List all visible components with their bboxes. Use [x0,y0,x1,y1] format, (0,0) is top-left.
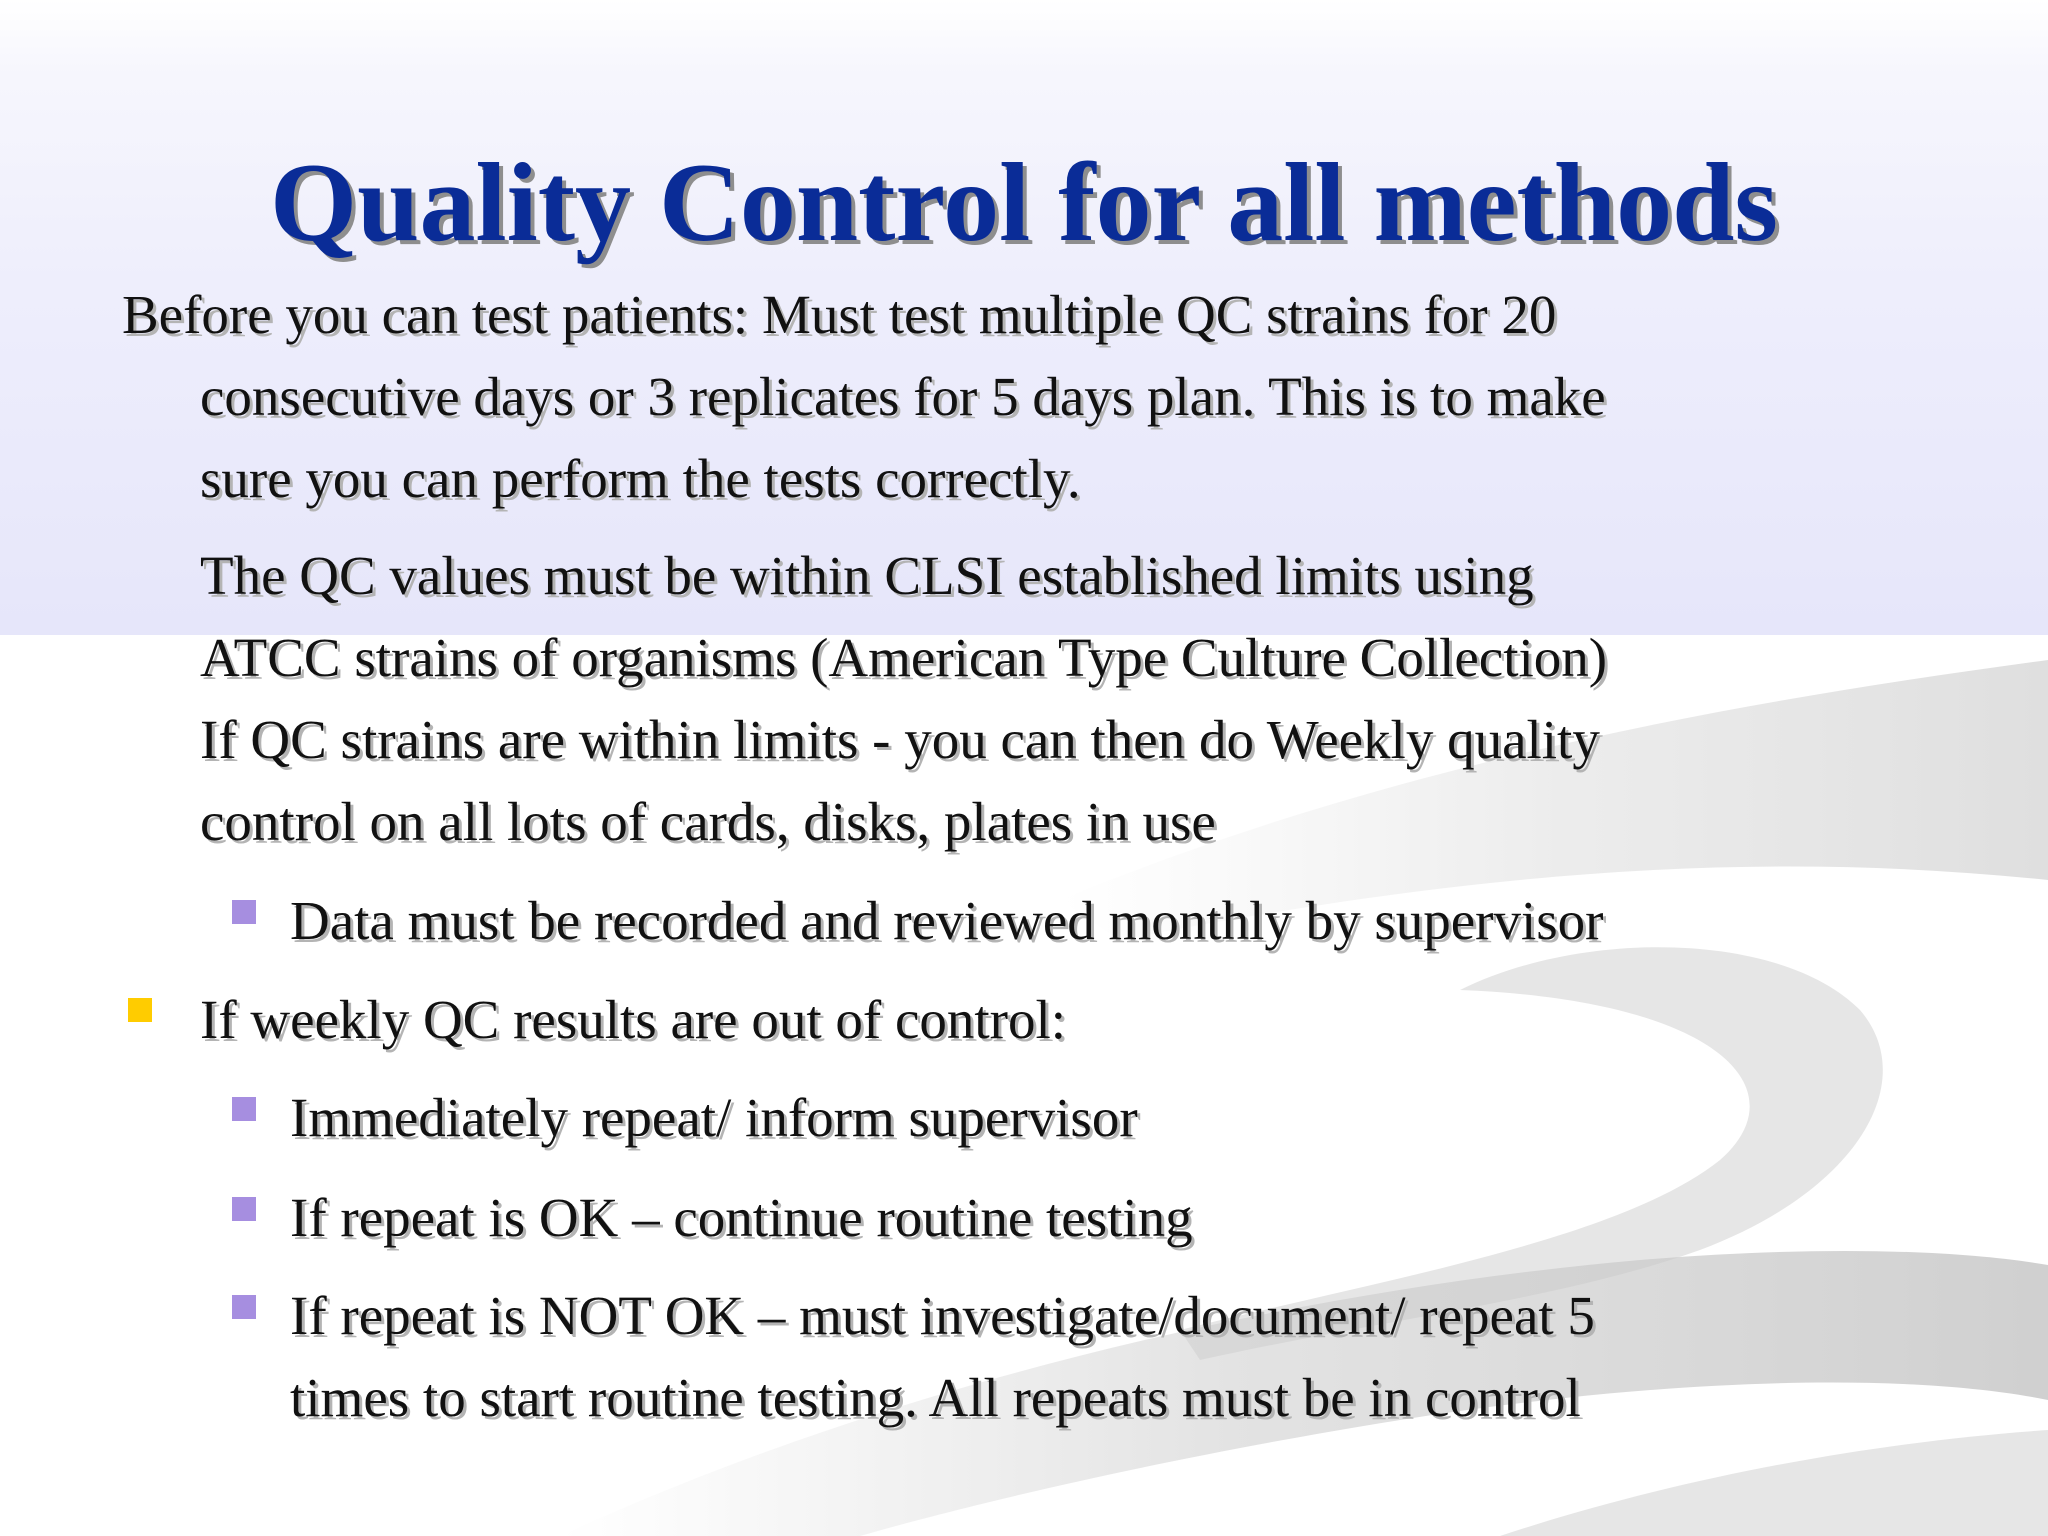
qc-limits-line-3: If QC strains are within limits - you can then do Weekly quality [200,709,1600,770]
qc-limits-line-4: control on all lots of cards, disks, plates in use [200,791,1216,852]
sub-bullet-square-icon [232,900,256,924]
intro-line-3: sure you can perform the tests correctly. [200,448,1081,509]
qc-limits-line-1: The QC values must be within CLSI established limits using [200,545,1534,606]
main-bullet-out-of-control: If weekly QC results are out of control: [200,989,1067,1050]
slide-title: Quality Control for all methods [270,141,1778,265]
sub-bullet-data-review: Data must be recorded and reviewed monthly by supervisor [290,890,1604,951]
sub-bullet-immediately-repeat: Immediately repeat/ inform supervisor [290,1087,1138,1148]
sub-bullet-repeat-ok: If repeat is OK – continue routine testing [290,1187,1193,1248]
intro-line-1: Before you can test patients: Must test multiple QC strains for 20 [122,284,1557,345]
intro-line-2: consecutive days or 3 replicates for 5 days plan. This is to make [200,366,1606,427]
sub-bullet-repeat-not-ok-line-1: If repeat is NOT OK – must investigate/document/ repeat 5 [290,1285,1595,1346]
sub-bullet-repeat-not-ok-line-2: times to start routine testing. All repeats must be in control [290,1367,1581,1428]
main-bullet-square-icon [128,998,152,1022]
sub-bullet-square-icon [232,1295,256,1319]
qc-limits-line-2: ATCC strains of organisms (American Type Culture Collection) [200,627,1608,688]
sub-bullet-square-icon [232,1197,256,1221]
sub-bullet-square-icon [232,1097,256,1121]
